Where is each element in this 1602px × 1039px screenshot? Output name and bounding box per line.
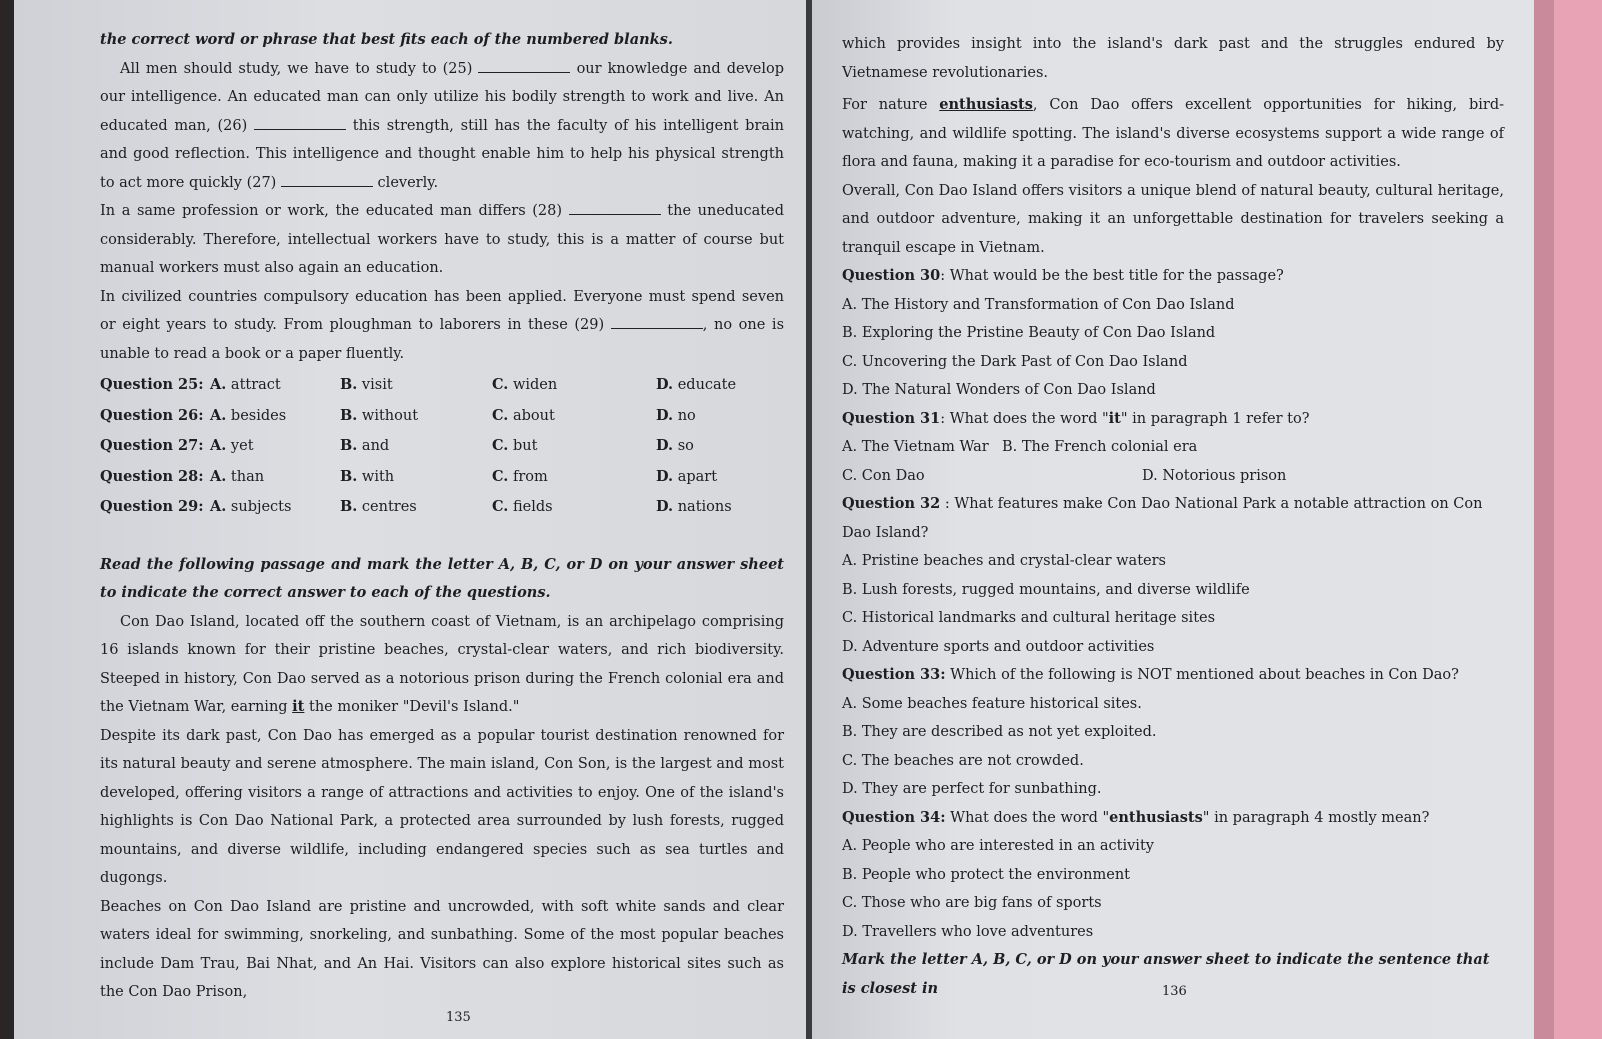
question-31: Question 31: What does the word "it" in paragraph 1 refer to?: [842, 409, 1310, 427]
question-row-26: [100, 401, 784, 432]
reading-text: For nature: [842, 97, 940, 113]
page-number-right: 136: [1162, 984, 1187, 999]
q34-option-b[interactable]: B. People who protect the environment: [842, 866, 1130, 883]
q31-option-d[interactable]: D. Notorious prison: [1142, 467, 1287, 484]
blank-28: [569, 200, 661, 215]
reading-paragraph-3-continued: which provides insight into the island's dark past and the struggles endured by Vietnamese revolutionaries.: [842, 36, 1504, 81]
question-row-28: [100, 462, 784, 493]
blank-27: [281, 172, 373, 187]
blank-25: [478, 58, 570, 73]
option-d[interactable]: D. nations: [656, 498, 732, 515]
option-d[interactable]: D. so: [656, 437, 694, 454]
cloze-text: In civilized countries compulsory education has been applied. Everyone must spend seven or eight years to study. From ploughman to laborers in these (29): [100, 288, 784, 333]
q30-option-d[interactable]: D. The Natural Wonders of Con Dao Island: [842, 382, 1156, 398]
underlined-word-enthusiasts: enthusiasts: [939, 96, 1033, 113]
next-section-instruction: Mark the letter A, B, C, or D on your answer sheet to indicate the sentence that is closest in: [842, 951, 1490, 997]
option-b[interactable]: B. and: [340, 437, 390, 454]
q32-option-c[interactable]: C. Historical landmarks and cultural heritage sites: [842, 610, 1216, 626]
option-a[interactable]: A. attract: [210, 376, 281, 393]
question-row-29: [100, 492, 784, 523]
q32-option-d[interactable]: D. Adventure sports and outdoor activities: [842, 638, 1155, 655]
option-b[interactable]: B. visit: [340, 376, 393, 393]
blank-26: [254, 115, 346, 130]
question-label: Question 26:: [100, 406, 204, 424]
q32-option-b[interactable]: B. Lush forests, rugged mountains, and diverse wildlife: [842, 581, 1250, 598]
option-c[interactable]: C. widen: [492, 376, 558, 393]
option-c[interactable]: C. about: [492, 406, 555, 424]
reading-text: Con Dao Island, located off the southern coast of Vietnam, is an archipelago comprising 16 islands known for their pristine beaches, crystal-clear waters, and rich biodiversity. Steeped in history, Con Dao served as a notorious prison during the French colonial era and the Vietnam War, earning: [100, 613, 784, 715]
option-d[interactable]: D. no: [656, 406, 696, 424]
q33-option-b[interactable]: B. They are described as not yet exploited.: [842, 724, 1157, 740]
q31-options-row-2: [842, 462, 1504, 491]
reading-instruction: Read the following passage and mark the letter A, B, C, or D on your answer sheet to indicate the correct answer to each of the questions.: [100, 555, 784, 601]
cloze-paragraph-2: [100, 197, 784, 283]
q34-option-c[interactable]: C. Those who are big fans of sports: [842, 895, 1102, 911]
q32-option-a[interactable]: A. Pristine beaches and crystal-clear waters: [842, 553, 1166, 569]
option-a[interactable]: A. subjects: [210, 498, 292, 515]
q33-option-a[interactable]: A. Some beaches feature historical sites.: [842, 695, 1142, 712]
option-b[interactable]: B. with: [340, 467, 395, 485]
fill-blank-instruction: the correct word or phrase that best fits each of the numbered blanks.: [100, 31, 673, 48]
question-33: Question 33: Which of the following is NOT mentioned about beaches in Con Dao?: [842, 666, 1459, 683]
cloze-text: this strength, still has the faculty of his intelligent brain and good reflection. This intelligence and thought enable him to help his physical strength to act more quickly (27): [100, 117, 784, 191]
q31-option-a[interactable]: A. The Vietnam War: [842, 439, 989, 455]
page-number-left: 135: [446, 1010, 471, 1025]
q30-option-b[interactable]: B. Exploring the Pristine Beauty of Con Dao Island: [842, 325, 1216, 341]
option-a[interactable]: A. yet: [210, 437, 254, 454]
cloze-text: , no one is unable to read a book or a paper fluently.: [100, 317, 785, 362]
question-label: Question 27:: [100, 437, 204, 454]
cloze-paragraph-3: [100, 283, 784, 369]
option-d[interactable]: D. apart: [656, 467, 718, 485]
question-label: Question 28:: [100, 467, 204, 485]
q31-option-b[interactable]: B. The French colonial era: [1002, 439, 1198, 455]
reading-paragraph-1: [100, 608, 784, 722]
cloze-text: cleverly.: [372, 174, 439, 191]
question-32: Question 32 : What features make Con Dao National Park a notable attraction on Con Dao Island?: [842, 495, 1483, 541]
left-page: [14, 0, 808, 1039]
cloze-text: All men should study, we have to study to (25): [120, 60, 479, 77]
cloze-text: In a same profession or work, the educated man differs (28): [100, 203, 569, 219]
background-edge-right: [1534, 0, 1554, 1039]
option-c[interactable]: C. from: [492, 467, 548, 485]
q31-options-row-1: [842, 433, 1504, 462]
option-c[interactable]: C. fields: [492, 498, 553, 515]
reading-paragraph-5: Overall, Con Dao Island offers visitors a unique blend of natural beauty, cultural heritage, and outdoor adventure, making it an unforgettable destination for travelers seeking a tranquil escape in Vietnam.: [842, 182, 1504, 256]
reading-paragraph-3: Beaches on Con Dao Island are pristine and uncrowded, with soft white sands and clear waters ideal for swimming, snorkeling, and sunbathing. Some of the most popular beaches include Dam Trau, Bai Nhat, and An Hai. Visitors can also explore historical sites such as the Con Dao Prison,: [100, 898, 784, 1000]
underlined-word-it: it: [292, 698, 305, 715]
cloze-paragraph-1: [100, 55, 784, 198]
q34-option-a[interactable]: A. People who are interested in an activity: [842, 838, 1154, 854]
question-label: Question 29:: [100, 498, 204, 515]
question-table: [100, 370, 784, 523]
cloze-text: the uneducated considerably. Therefore, intellectual workers have to study, this is a matter of course but manual workers must also again an education.: [100, 203, 784, 276]
option-c[interactable]: C. but: [492, 437, 538, 454]
q34-option-d[interactable]: D. Travellers who love adventures: [842, 923, 1094, 940]
option-a[interactable]: A. besides: [210, 406, 287, 424]
q33-option-d[interactable]: D. They are perfect for sunbathing.: [842, 781, 1102, 797]
question-row-25: [100, 370, 784, 401]
option-a[interactable]: A. than: [210, 467, 265, 485]
q31-option-c[interactable]: C. Con Dao: [842, 467, 925, 484]
question-row-27: [100, 431, 784, 462]
reading-paragraph-4: [842, 91, 1504, 177]
question-label: Question 25:: [100, 376, 204, 393]
right-page: [812, 0, 1534, 1039]
option-d[interactable]: D. educate: [656, 376, 737, 393]
question-34: Question 34: What does the word "enthusiasts" in paragraph 4 mostly mean?: [842, 808, 1430, 826]
reading-paragraph-2: Despite its dark past, Con Dao has emerged as a popular tourist destination renowned for its natural beauty and serene atmosphere. The main island, Con Son, is the largest and most developed, offering visitors a range of attractions and activities to enjoy. One of the island's highlights is Con Dao National Park, a protected area surrounded by lush forests, rugged mountains, and diverse wildlife, including endangered species such as sea turtles and dugongs.: [100, 727, 784, 886]
option-b[interactable]: B. without: [340, 406, 419, 424]
q33-option-c[interactable]: C. The beaches are not crowded.: [842, 752, 1084, 769]
q30-option-a[interactable]: A. The History and Transformation of Con Dao Island: [842, 296, 1235, 313]
q30-option-c[interactable]: C. Uncovering the Dark Past of Con Dao Island: [842, 353, 1188, 370]
question-30: Question 30: What would be the best title for the passage?: [842, 267, 1284, 284]
option-b[interactable]: B. centres: [340, 498, 417, 515]
blank-29: [611, 314, 703, 329]
cloze-text: our knowledge and develop our intelligence. An educated man can only utilize his bodily strength to work and live. An educated man, (26): [100, 60, 784, 134]
reading-text: the moniker "Devil's Island.": [304, 699, 520, 715]
reading-text: , Con Dao offers excellent opportunities for hiking, bird-watching, and wildlife spotting. The island's diverse ecosystems support a wide range of flora and fauna, making it a paradise for eco-tourism and outdoor activities.: [842, 97, 1505, 170]
